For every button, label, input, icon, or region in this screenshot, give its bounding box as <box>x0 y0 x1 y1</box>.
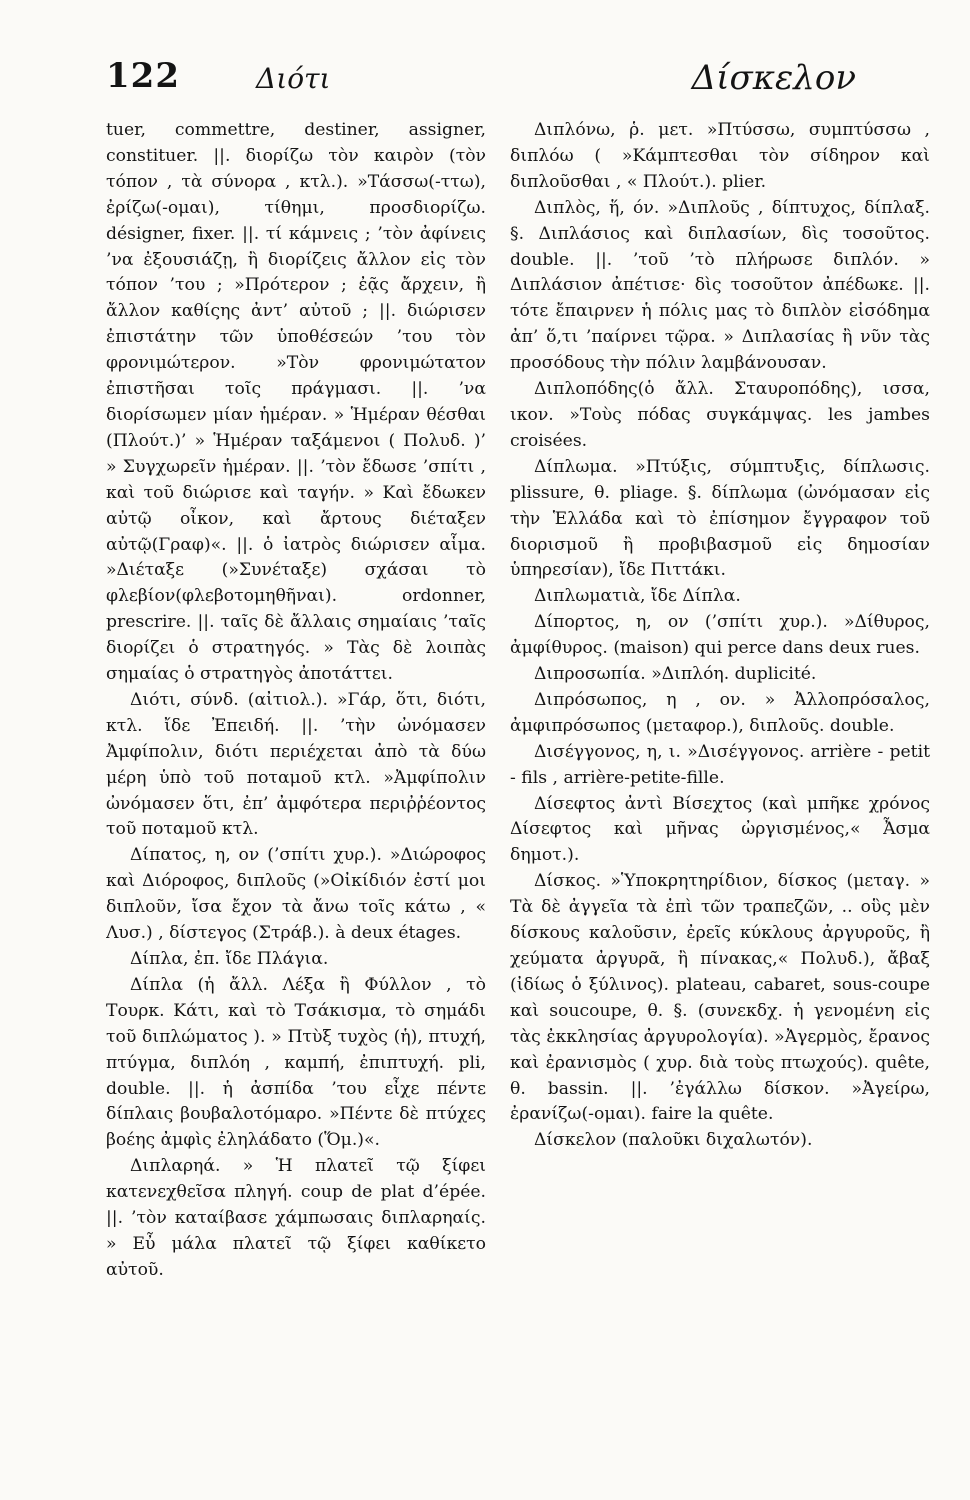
entry: Διπλὸς, ἥ, όν. »Διπλοῦς , δίπτυχος, δίπλαξ. §. Διπλάσιος καὶ διπλασίων, δὶς τοσοῦτος. double. ||. ’τοῦ ’τὸ πλήρωσε διπλόν. » Διπλάσιον ἀπέτισε· δὶς τοσοῦτον ἀπέδωκε. ||. τότε ἔπαιρνεν ἡ πόλις μας τὸ διπλὸν εἰσόδημα ἀπ’ ὅ,τι ’παίρνει τῷρα. » Διπλασίας ἢ νῦν τὰς προσόδους τὴν πόλιν λαμβάνουσαν. <box>510 197 930 374</box>
entry: Διότι, σύνδ. (αἰτιολ.). »Γάρ, ὅτι, διότι, κτλ. ἴδε Ἐπειδή. ||. ’τὴν ὠνόμασεν Ἀμφίπολιν, διότι περιέχεται ἀπὸ τὰ δύω μέρη ὑπὸ τοῦ ποταμοῦ κτλ. »Ἀμφίπολιν ὠνόμασεν ὅτι, ἐπ’ ἀμφότερα περιῤῥέοντος τοῦ ποταμοῦ κτλ. <box>106 689 486 840</box>
entry: Δίπατος, η, ον (’σπίτι χυρ.). »Διώροφος καὶ Διόροφος, διπλοῦς (»Οἰκίδιόν ἐστί μοι διπλοῦν, ἴσα ἔχον τὰ ἄνω τοῖς κάτω , « Λυσ.) , δίστεγος (Στράβ.). à deux étages. <box>106 845 486 944</box>
entry: Δίσκελον (παλοῦκι διχαλωτόν). <box>534 1130 813 1151</box>
entry: Διπλοπόδης(ὁ ἄλλ. Σταυροπόδης), ισσα, ικον. »Τοὺς πόδας συγκάμψας. les jambes croisées. <box>510 379 930 451</box>
left-column <box>106 118 486 1500</box>
right-column <box>510 118 930 1500</box>
entry: Δισέγγονος, η, ι. »Δισέγγονος. arrière - petit - fils , arrière-petite-fille. <box>510 741 930 788</box>
right-running-head: Δίσκελον <box>691 58 856 98</box>
entry: Δίπλα, ἐπ. ἴδε Πλάγια. <box>130 949 329 969</box>
page-header <box>106 50 926 110</box>
entry: Δίσκος. »Ὑποκρητηρίδιον, δίσκος (μεταγ. » Τὰ δὲ ἀγγεῖα τὰ ἐπὶ τῶν τραπεζῶν, .. οὓς μὲν δίσκους καλοῦσιν, ἐρεῖς κύκλους ἀργυροῦς, ἢ χεύματα ἀργυρᾶ, ἢ πίνακας,« Πολυδ.), ἄβαξ (ἰδίως ὁ ξύλινος). plateau, cabaret, sous-coupe καὶ soucoupe, θ. §. (συνεκδχ. ἡ γενομένη εἰς τὰς ἐκκλησίας ἀργυρολογία). »Ἀγερμὸς, ἔρανος καὶ ἐρανισμὸς ( χυρ. διὰ τοὺς πτωχούς). quête, θ. bassin. ||. ’ἐγάλλω δίσκον. »Ἀγείρω, ἐρανίζω(-ομαι). faire la quête. <box>510 871 930 1125</box>
entry: tuer, commettre, destiner, assigner, constituer. ||. διορίζω τὸν καιρὸν (τὸν τόπον , τὰ σύνορα , κτλ.). »Τάσσω(-ττω), ἐρίζω(-ομαι), τίθημι, προσδιορίζω. désigner, fixer. ||. τί κάμνεις ; ’τὸν ἀφίνεις ’να ἐξουσιάζῃ, ἢ διορίζεις ἄλλον εἰς τὸν τόπον ’του ; »Πρότερον ; ἐᾷς ἄρχειν, ἢ ἄλλον καθίςης ἀντ’ αὐτοῦ ; ||. διώρισεν ἐπιστάτην τῶν ὑποθέσεών ’του τὸν φρονιμώτερον. »Τὸν φρονιμώτατον ἐπιστῆσαι τοῖς πράγμασι. ||. ’να διορίσωμεν μίαν ἡμέραν. » Ἡμέραν θέσθαι (Πλούτ.)’ » Ἡμέραν ταξάμενοι ( Πολυδ. )’ » Συγχωρεῖν ἡμέραν. ||. ’τὸν ἔδωσε ’σπίτι , καὶ τοῦ διώρισε καὶ ταγήν. » Καὶ ἔδωκεν αὐτῷ οἶκον, καὶ ἄρτους διέταξεν αὐτῷ(Γραφ)«. ||. ὁ ἰατρὸς διώρισεν αἷμα. »Διέταξε (»Συνέταξε) σχάσαι τὸ φλεβίον(φλεβοτομηθῆναι). ordonner, prescrire. ||. ταῖς δὲ ἄλλαις σημαίαις ’ταῖς διορίζει ὁ στρατηγός. » Τὰς δὲ λοιπὰς σημαίας ὁ στρατηγὸς ἀποτάττει. <box>106 120 486 685</box>
page-number: 122 <box>106 56 180 96</box>
entry: Δίπλα (ἡ ἄλλ. Λέξα ἢ Φύλλον , τὸ Τουρκ. Κάτι, καὶ τὸ Τσάκισμα, τὸ σημάδι τοῦ διπλώματος ). » Πτὺξ τυχὸς (ἡ), πτυχή, πτύγμα, διπλόη , καμπή, ἐπιπτυχή. pli, double. ||. ἡ ἀσπίδα ’του εἶχε πέντε δίπλαις βουβαλοτόμαρο. »Πέντε δὲ πτύχες βοέης ἀμφὶς ἐληλάδατο (Ὅμ.)«. <box>106 974 486 1151</box>
entry: Δίσεφτος ἀντὶ Βίσεχτος (καὶ μπῆκε χρόνος Δίσεφτος καὶ μῆνας ὠργισμένος,« Ἆσμα δημοτ.). <box>510 793 930 866</box>
entry: Διπλαρηά. » Ἡ πλατεῖ τῷ ξίφει κατενεχθεῖσα πληγή. coup de plat d’épée. ||. ’τὸν καταίβασε χάμπωσαις διπλαρηαίς. » Εὖ μάλα πλατεῖ τῷ ξίφει καθίκετο αὐτοῦ. <box>106 1156 486 1280</box>
entry: Διπρόσωπος, η , ον. » Ἀλλοπρόσαλος, ἀμφιπρόσωπος (μεταφορ.), διπλοῦς. double. <box>510 689 930 736</box>
entry: Δίπλωμα. »Πτύξις, σύμπτυξις, δίπλωσις. plissure, θ. pliage. §. δίπλωμα (ὠνόμασαν εἰς τὴν Ἑλλάδα καὶ τὸ ἐπίσημον ἔγγραφον τοῦ διορισμοῦ ἢ προβιβασμοῦ εἰς δημοσίαν ὑπηρεσίαν), ἴδε Πιττάκι. <box>510 456 930 581</box>
entry: Δίπορτος, η, ον (’σπίτι χυρ.). »Δίθυρος, ἀμφίθυρος. (maison) qui perce dans deux rues. <box>510 612 930 659</box>
entry: Διπροσωπία. »Διπλόη. duplicité. <box>534 664 817 685</box>
left-running-head: Διότι <box>256 62 331 95</box>
entry: Διπλωματιὰ, ἴδε Δίπλα. <box>534 586 741 607</box>
entry: Διπλόνω, ῥ. μετ. »Πτύσσω, συμπτύσσω , διπλόω ( »Κάμπτεσθαι τὸν σίδηρον καὶ διπλοῦσθαι , « Πλούτ.). plier. <box>510 120 930 192</box>
